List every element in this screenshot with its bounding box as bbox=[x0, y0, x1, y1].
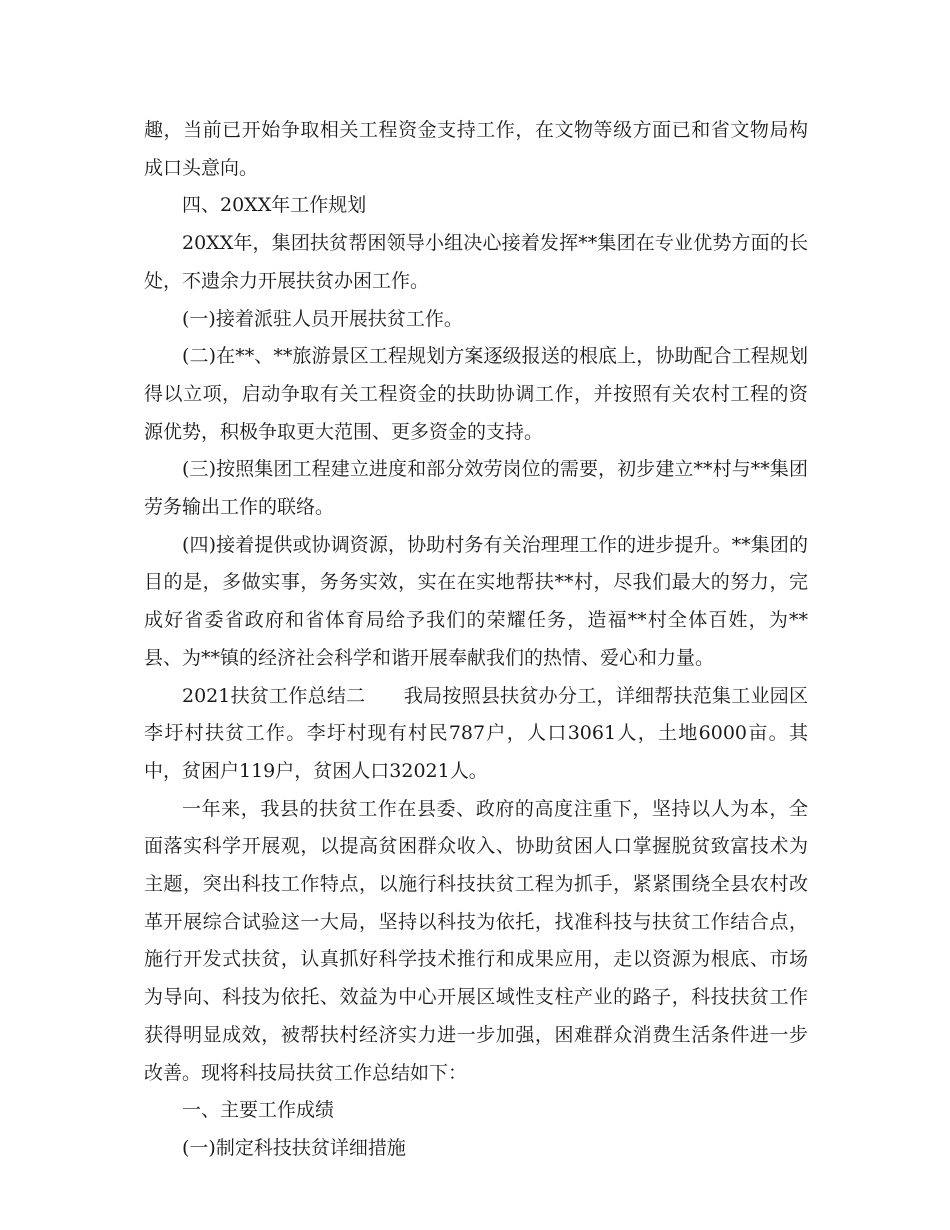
paragraph: 一年来，我县的扶贫工作在县委、政府的高度注重下，坚持以人为本，全面落实科学开展观，以提高贫困群众收入、协助贫困人口掌握脱贫致富技术为主题，突出科技工作特点，以施行科技扶贫工程为抓手，紧紧围绕全县农村改革开展综合试验这一大局，坚持以科技为依托，找准科技与扶贫工作结合点，施行开发式扶贫，认真抓好科学技术推行和成果应用，走以资源为根底、市场为导向、科技为依托、效益为中心开展区域性支柱产业的路子，科技扶贫工作获得明显成效，被帮扶村经济实力进一步加强，困难群众消费生活条件进一步改善。现将科技局扶贫工作总结如下： bbox=[144, 797, 808, 1084]
paragraph: 20XX年，集团扶贫帮困领导小组决心接着发挥**集团在专业优势方面的长处，不遗余力开展扶贫办困工作。 bbox=[144, 232, 808, 292]
list-item: (一)接着派驻人员开展扶贫工作。 bbox=[182, 307, 463, 330]
list-item: (四)接着提供或协调资源，协助村务有关治理理工作的进步提升。**集团的目的是，多做实事，务务实效，实在在实地帮扶**村，尽我们最大的努力，完成好省委省政府和省体育局给予我们的荣耀任务，造福**村全体百姓，为**县、为**镇的经济社会科学和谐开展奉献我们的热情、爱心和力量。 bbox=[144, 533, 808, 669]
list-item: (三)按照集团工程建立进度和部分效劳岗位的需要，初步建立**村与**集团劳务输出工作的联络。 bbox=[144, 458, 808, 519]
paragraph: 趣，当前已开始争取相关工程资金支持工作，在文物等级方面已和省文物局构成口头意向。 bbox=[144, 119, 808, 179]
section-heading: 四、20XX年工作规划 bbox=[182, 194, 367, 217]
paragraph: 2021扶贫工作总结二 我局按照县扶贫办分工，详细帮扶范集工业园区李圩村扶贫工作。李圩村现有村民787户，人口3061人，土地6000亩。其中，贫困户119户，贫困人口32021人。 bbox=[144, 684, 808, 782]
subsection-heading: (一)制定科技扶贫详细措施 bbox=[182, 1136, 406, 1159]
list-item: (二)在**、**旅游景区工程规划方案逐级报送的根底上，协助配合工程规划得以立项，启动争取有关工程资金的扶助协调工作，并按照有关农村工程的资源优势，积极争取更大范围、更多资金的支持。 bbox=[144, 345, 808, 443]
document-body bbox=[144, 112, 808, 1168]
section-heading: 一、主要工作成绩 bbox=[182, 1099, 335, 1122]
